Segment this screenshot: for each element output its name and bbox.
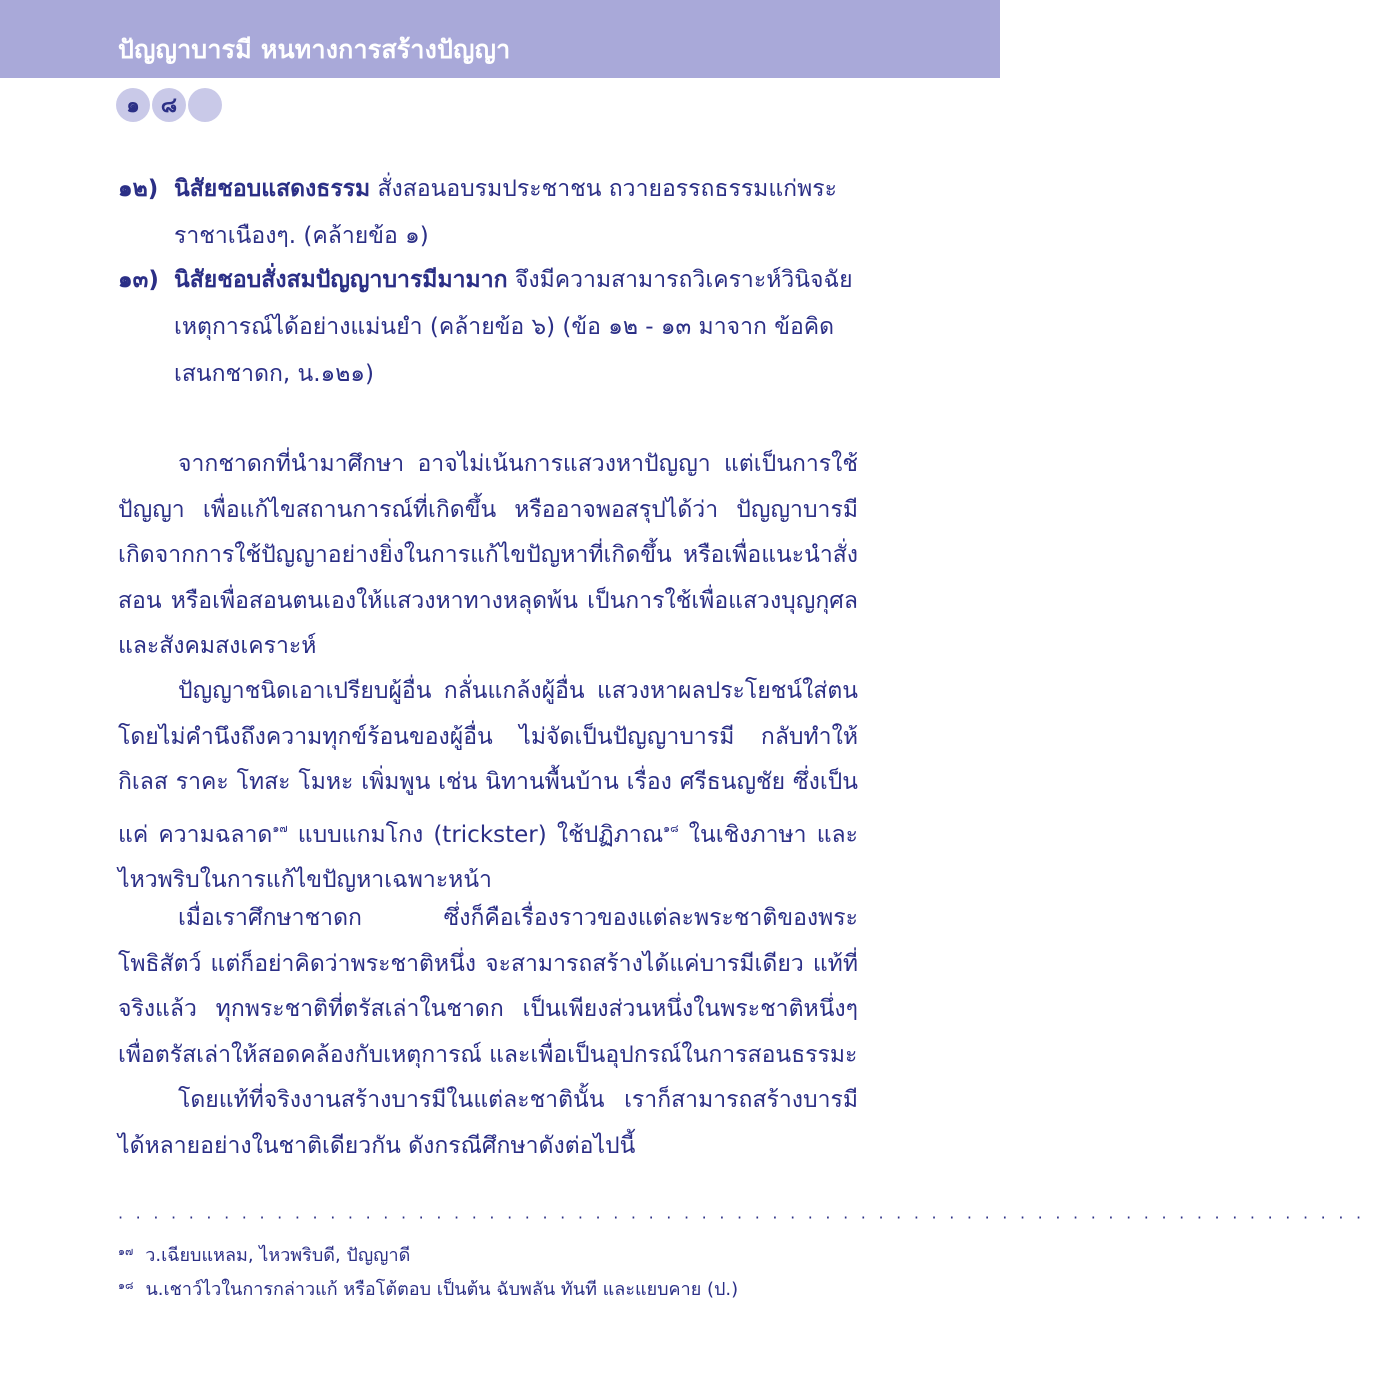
list-item xyxy=(118,257,858,398)
list-item-body xyxy=(174,166,858,260)
list-item-heading: นิสัยชอบแสดงธรรม xyxy=(174,176,371,202)
paragraph-text: แบบแกมโกง (trickster) ใช้ปฏิภาณ xyxy=(287,821,664,848)
footnote-text: ว.เฉียบแหลม, ไหวพริบดี, ปัญญาดี xyxy=(145,1245,411,1266)
page-number-digit: ๘ xyxy=(152,88,186,122)
footnote-ref: ๑๗ xyxy=(272,821,288,835)
list-item xyxy=(118,166,858,260)
page-number-digit: ๑ xyxy=(116,88,150,122)
body-paragraph: เมื่อเราศึกษาชาดก ซึ่งก็คือเรื่องราวของแต่ละพระชาติของพระโพธิสัตว์ แต่ก็อย่าคิดว่าพระชาติหนึ่ง จะสามารถสร้างได้แค่บารมีเดียว แท้ที่จริงแล้ว ทุกพระชาติที่ตรัสเล่าในชาดก เป็นเพียงส่วนหนึ่งในพระชาติหนึ่งๆ เพื่อตรัสเล่าให้สอดคล้องกับเหตุการณ์ และเพื่อเป็นอุปกรณ์ในการสอนธรรมะ xyxy=(118,905,858,1068)
list-item-text: สั่งสอนอบรมประชาชน ถวายอรรถธรรมแก่พระราชาเนืองๆ. (คล้ายข้อ ๑) xyxy=(174,176,837,249)
footnote-mark: ๑๘ xyxy=(118,1279,134,1292)
list-item-heading: นิสัยชอบสั่งสมปัญญาบารมีมามาก xyxy=(174,267,508,293)
paragraph-text: ปัญญาชนิดเอาเปรียบผู้อื่น กลั่นแกล้งผู้อื่น แสวงหาผลประโยชน์ใส่ตนโดยไม่คำนึงถึงความทุกข์ร้อนของผู้อื่น ไม่จัดเป็นปัญญาบารมี กลับทำให้กิเลส ราคะ โทสะ โมหะ เพิ่มพูน เช่น นิทานพื้นบ้าน เรื่อง ศรีธนญชัย ซึ่งเป็นแค่ ความฉลาด xyxy=(118,678,858,848)
body-paragraph: โดยแท้ที่จริงงานสร้างบารมีในแต่ละชาตินั้น เราก็สามารถสร้างบารมีได้หลายอย่างในชาติเดียวกัน ดังกรณีศึกษาดังต่อไปนี้ xyxy=(118,1087,858,1159)
footnote-ref: ๑๘ xyxy=(663,821,679,835)
list-item-body xyxy=(174,257,858,398)
body-paragraph: จากชาดกที่นำมาศึกษา อาจไม่เน้นการแสวงหาปัญญา แต่เป็นการใช้ปัญญา เพื่อแก้ไขสถานการณ์ที่เกิดขึ้น หรืออาจพอสรุปได้ว่า ปัญญาบารมีเกิดจากการใช้ปัญญาอย่างยิ่งในการแก้ไขปัญหาที่เกิดขึ้น หรือเพื่อแนะนำสั่งสอน หรือเพื่อสอนตนเองให้แสวงหาทางหลุดพ้น เป็นการใช้เพื่อแสวงบุญกุศล และสังคมสงเคราะห์ xyxy=(118,451,858,659)
body-paragraph xyxy=(118,669,858,904)
footnote-text: น.เชาว์ไวในการกล่าวแก้ หรือโต้ตอบ เป็นต้น ฉับพลัน ทันที และแยบคาย (ป.) xyxy=(145,1279,739,1300)
footnote-separator: ······································································· xyxy=(118,1208,1374,1227)
list-item-number: ๑๒) xyxy=(118,176,159,202)
footnote xyxy=(118,1274,878,1303)
footnote xyxy=(118,1240,878,1269)
page-number-blank-circle xyxy=(188,88,222,122)
running-header-title: ปัญญาบารมี หนทางการสร้างปัญญา xyxy=(118,35,511,64)
list-item-number: ๑๓) xyxy=(118,267,159,293)
footnote-mark: ๑๗ xyxy=(118,1245,134,1258)
paragraph-text: ในเชิงภาษา และไหวพริบในการแก้ไขปัญหาเฉพาะหน้า xyxy=(118,821,859,893)
list-item-text: จึงมีความสามารถวิเคราะห์วินิจฉัยเหตุการณ์ได้อย่างแม่นยำ (คล้ายข้อ ๖) (ข้อ ๑๒ - ๑๓ มาจาก ข้อคิด เสนกชาดก, น.๑๒๑) xyxy=(174,267,853,387)
